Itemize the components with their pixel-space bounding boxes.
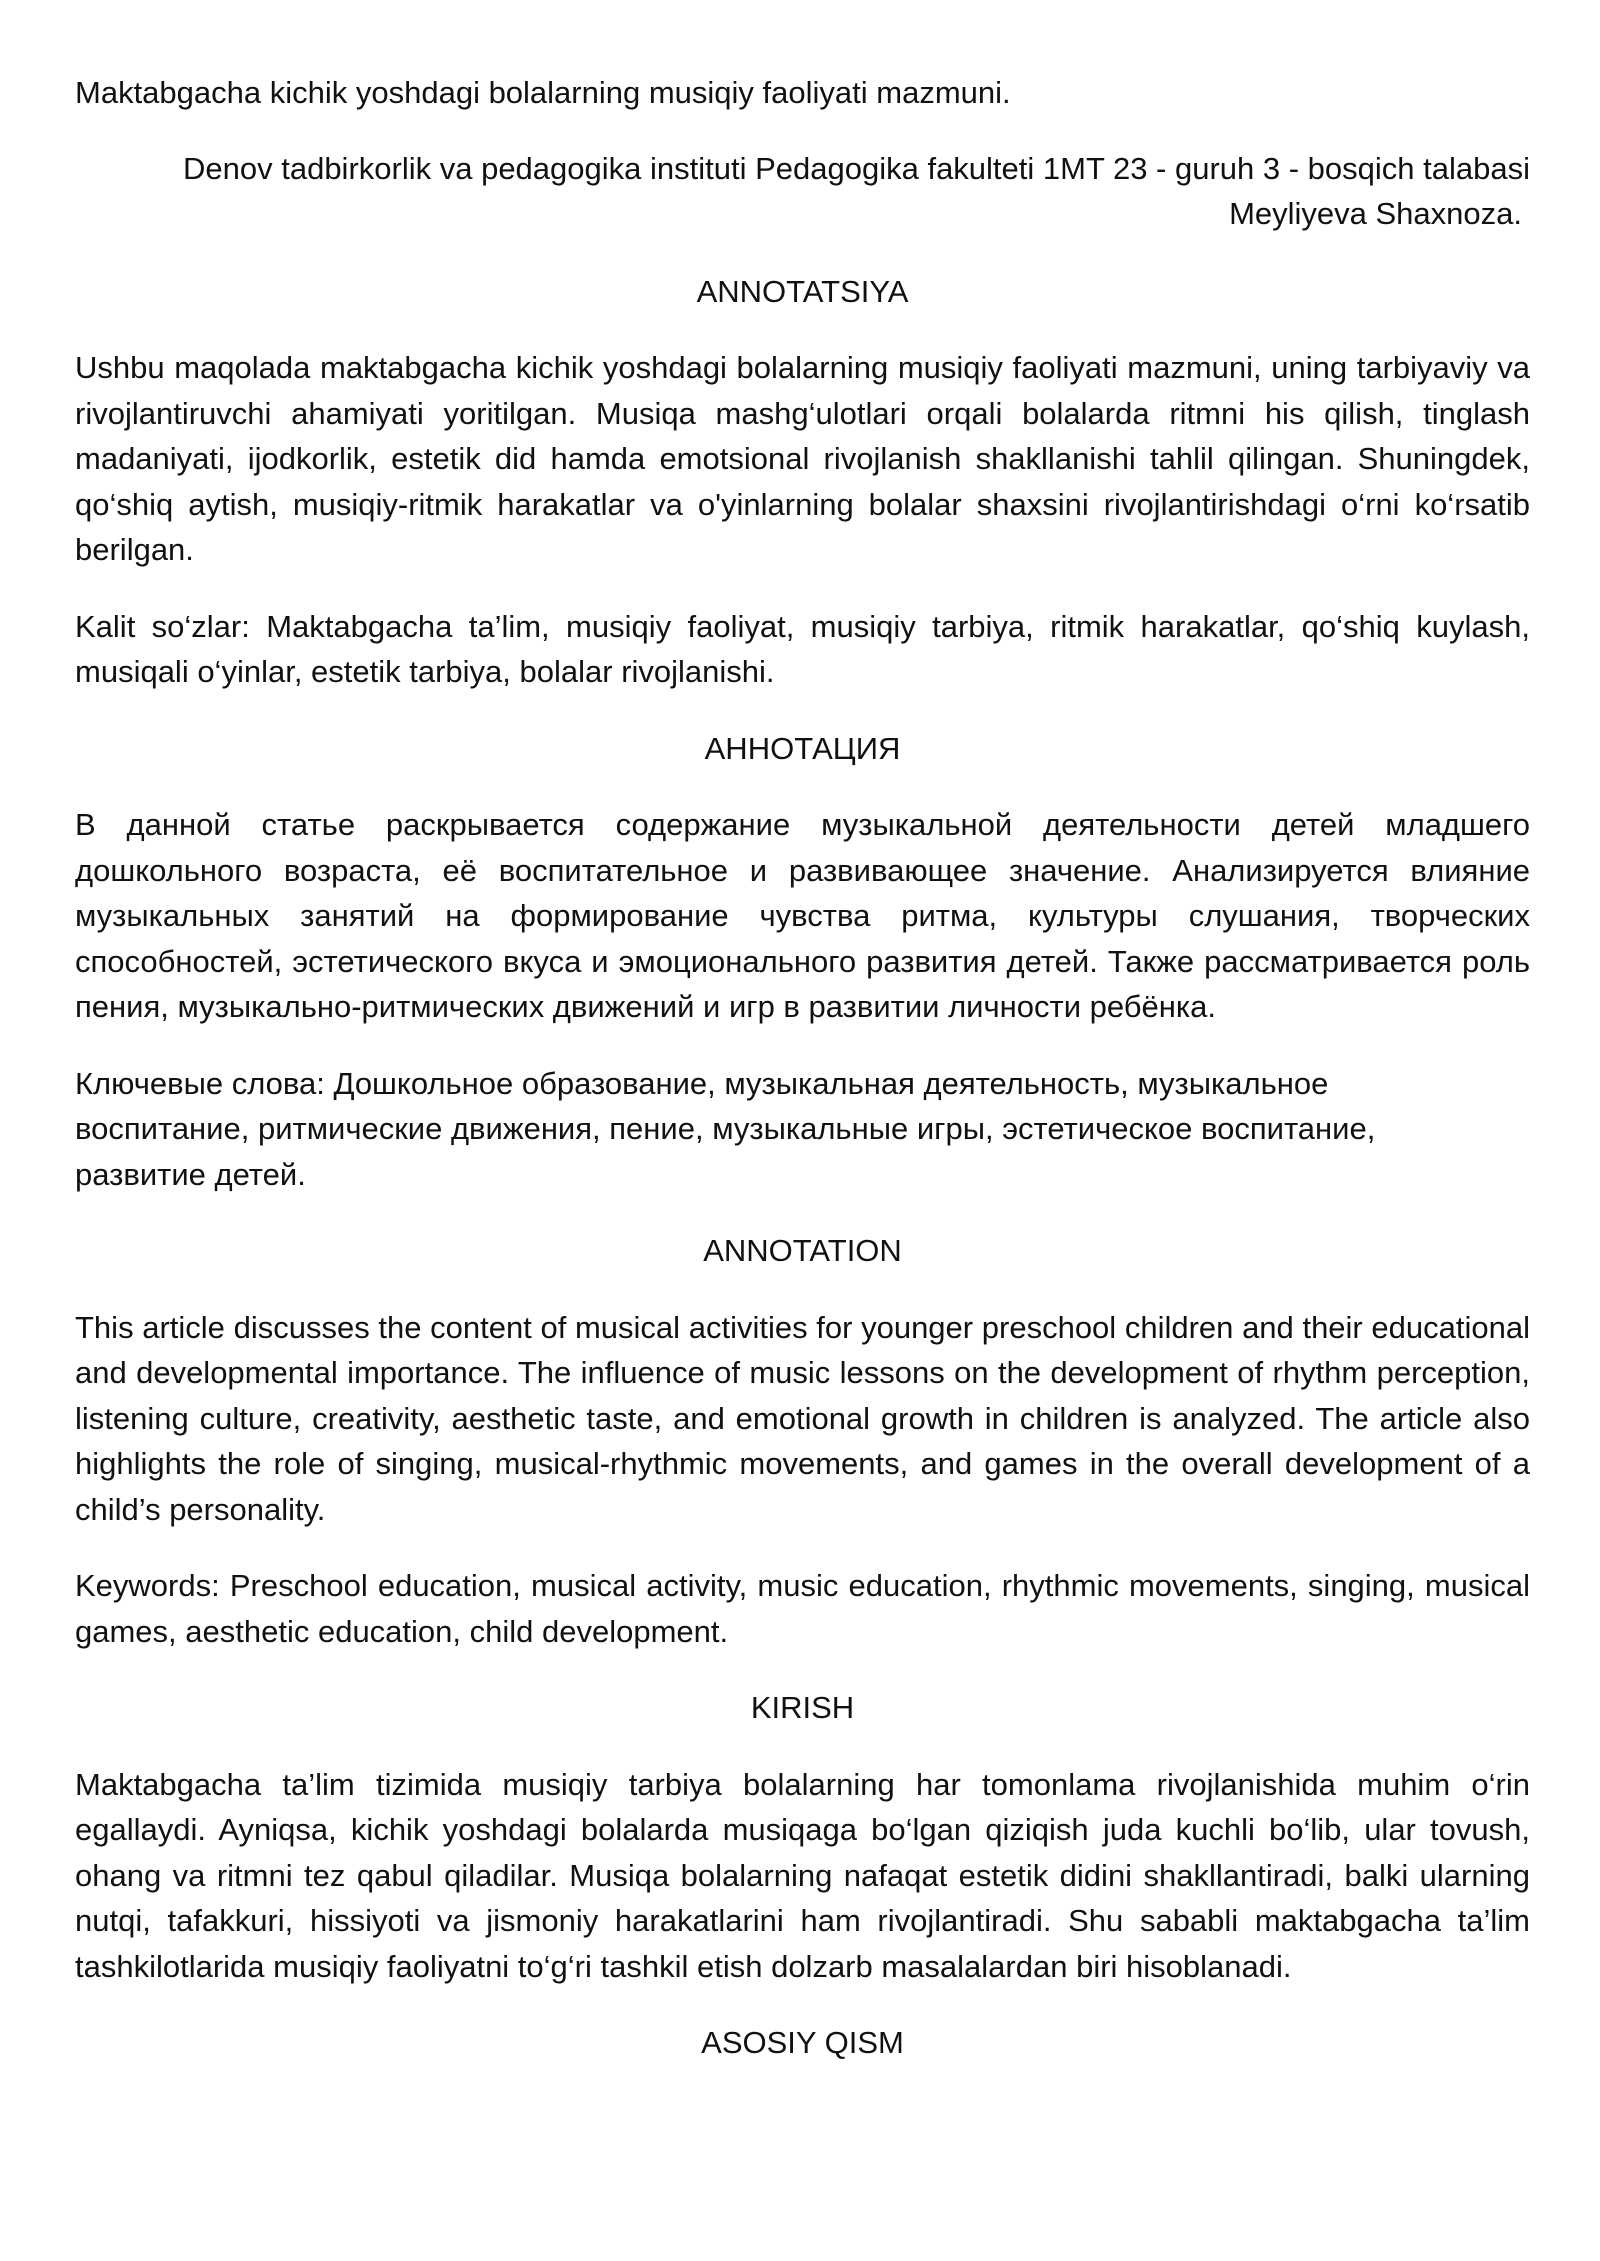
keywords-uz: Kalit so‘zlar: Maktabgacha ta’lim, musiqiy faoliyat, musiqiy tarbiya, ritmik harakatlar, qo‘shiq kuylash, musiqali o‘yinlar, estetik tarbiya, bolalar rivojlanishi. (75, 608, 1530, 689)
article-title: Maktabgacha kichik yoshdagi bolalarning musiqiy faoliyati mazmuni. (75, 75, 1011, 110)
abstract-ru: В данной статье раскрывается содержание музыкальной деятельности детей младшего дошкольного возраста, её воспитательное и развивающее значение. Анализируется влияние музыкальных занятий на формирование чувства ритма, культуры слушания, творческих способностей, эстетического вкуса и эмоционального развития детей. Также рассматривается роль пения, музыкально-ритмических движений и игр в развитии личности ребёнка. (75, 807, 1530, 1024)
heading-annotatsiya: ANNOTATSIYA (696, 273, 909, 309)
intro-text: Maktabgacha ta’lim tizimida musiqiy tarbiya bolalarning har tomonlama rivojlanishida muhim o‘rin egallaydi. Ayniqsa, kichik yoshdagi bolalarda musiqaga bo‘lgan qiziqish juda kuchli bo‘lib, ular tovush, ohang va ritmni tez qabul qiladilar. Musiqa bolalarning nafaqat estetik didini shakllantiradi, balki ularning nutqi, tafakkuri, hissiyoti va jismoniy harakatlarini ham rivojlantiradi. Shu sababli maktabgacha ta’lim tashkilotlarida musiqiy faoliyatni to‘g‘ri tashkil etish dolzarb masalalardan biri hisoblanadi. (75, 1766, 1530, 1984)
author-name: Meyliyeva Shaxnoza. (1229, 196, 1522, 231)
heading-annotation-en: ANNOTATION (703, 1233, 902, 1268)
author-affiliation: Denov tadbirkorlik va pedagogika instituti Pedagogika fakulteti 1MT 23 - guruh 3 - bosqich talabasi (183, 150, 1530, 186)
keywords-ru-line: Ключевые слова: Дошкольное образование, музыкальная деятельность, музыкальное (75, 1065, 1329, 1101)
keywords-ru (75, 1061, 1530, 1198)
document-page (75, 70, 1530, 2097)
abstract-en: This article discusses the content of musical activities for younger preschool children and their educational and developmental importance. The influence of music lessons on the development of rhythm perception, listening culture, creativity, aesthetic taste, and emotional growth in children is analyzed. The article also highlights the role of singing, musical-rhythmic movements, and games in the overall development of a child’s personality. (75, 1309, 1530, 1527)
author-block (75, 146, 1530, 237)
heading-annotatsiya-ru: АННОТАЦИЯ (704, 730, 901, 766)
keywords-ru-line: развитие детей. (75, 1156, 306, 1192)
keywords-en: Keywords: Preschool education, musical activity, music education, rhythmic movements, singing, musical games, aesthetic education, child development. (75, 1568, 1530, 1649)
keywords-ru-line: воспитание, ритмические движения, пение, музыкальные игры, эстетическое воспитание, (75, 1111, 1376, 1146)
abstract-uz: Ushbu maqolada maktabgacha kichik yoshdagi bolalarning musiqiy faoliyati mazmuni, uning tarbiyaviy va rivojlantiruvchi ahamiyati yoritilgan. Musiqa mashg‘ulotlari orqali bolalarda ritmni his qilish, tinglash madaniyati, ijodkorlik, estetik did hamda emotsional rivojlanish shakllanishi tahlil qilingan. Shuningdek, qo‘shiq aytish, musiqiy-ritmik harakatlar va o'yinlarning bolalar shaxsini rivojlantirishdagi o‘rni ko‘rsatib berilgan. (75, 350, 1530, 567)
heading-asosiy-qism: ASOSIY QISM (701, 2025, 904, 2060)
heading-kirish: KIRISH (750, 1690, 855, 1725)
